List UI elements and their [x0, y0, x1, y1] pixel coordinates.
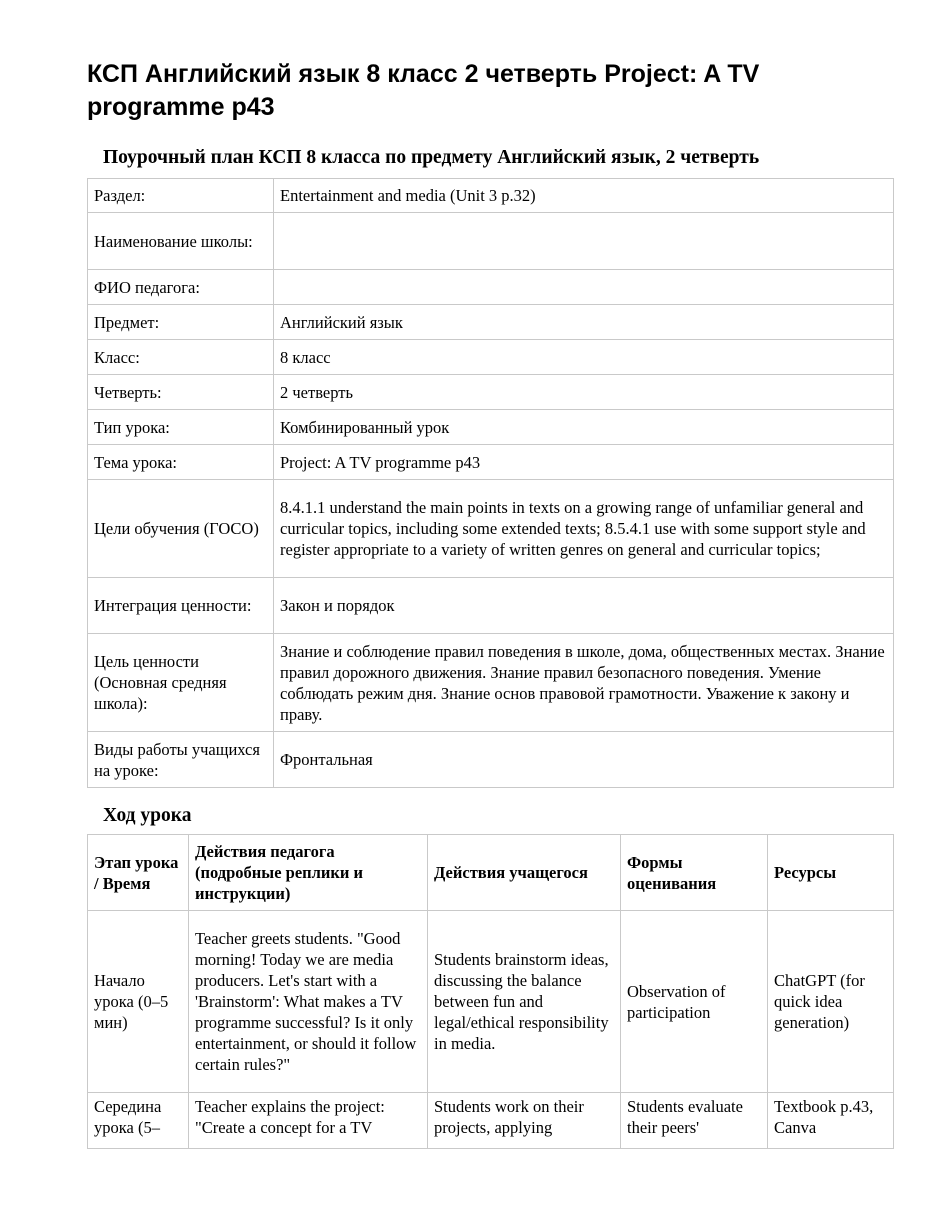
info-label: Предмет: [88, 305, 274, 340]
info-row [88, 578, 894, 634]
info-value: Project: A TV programme p43 [274, 445, 894, 480]
info-row [88, 213, 894, 270]
column-header: Действия педагога (подробные реплики и инструкции) [189, 835, 428, 911]
table-header-row [88, 835, 894, 911]
info-value: Закон и порядок [274, 578, 894, 634]
table-cell: Students brainstorm ideas, discussing the balance between fun and legal/ethical responsibility in media. [428, 911, 621, 1093]
info-value: Комбинированный урок [274, 410, 894, 445]
info-label: Цели обучения (ГОСО) [88, 480, 274, 578]
table-cell: Начало урока (0–5 мин) [88, 911, 189, 1093]
table-row [88, 1093, 894, 1149]
info-row [88, 305, 894, 340]
info-value: 2 четверть [274, 375, 894, 410]
info-value: Знание и соблюдение правил поведения в школе, дома, общественных местах. Знание правил дорожного движения. Знание правил безопасного поведения. Умение соблюдать режим дня. Знание основ правовой грамотности. Уважение к закону и праву. [274, 634, 894, 732]
info-row [88, 445, 894, 480]
column-header: Формы оценивания [621, 835, 768, 911]
table-cell: Середина урока (5– [88, 1093, 189, 1149]
column-header: Этап урока / Время [88, 835, 189, 911]
info-label: Цель ценности (Основная средняя школа): [88, 634, 274, 732]
info-label: Виды работы учащихся на уроке: [88, 732, 274, 788]
info-value: Английский язык [274, 305, 894, 340]
info-value [274, 213, 894, 270]
info-row [88, 375, 894, 410]
table-row [88, 911, 894, 1093]
table-cell: Teacher greets students. "Good morning! Today we are media producers. Let's start with a 'Brainstorm': What makes a TV programme successful? Is it only entertainment, or should it follow certain rules?" [189, 911, 428, 1093]
info-value: 8 класс [274, 340, 894, 375]
info-row [88, 634, 894, 732]
info-value: Entertainment and media (Unit 3 p.32) [274, 179, 894, 213]
document-page [87, 0, 893, 1149]
info-row [88, 179, 894, 213]
table-cell: Textbook p.43, Canva [768, 1093, 894, 1149]
info-label: ФИО педагога: [88, 270, 274, 305]
info-row [88, 340, 894, 375]
info-row [88, 270, 894, 305]
info-label: Интеграция ценности: [88, 578, 274, 634]
info-row [88, 480, 894, 578]
info-label: Тема урока: [88, 445, 274, 480]
info-label: Класс: [88, 340, 274, 375]
table-cell: Teacher explains the project: "Create a concept for a TV [189, 1093, 428, 1149]
info-value: Фронтальная [274, 732, 894, 788]
lesson-flow-title: Ход урока [103, 805, 192, 826]
table-cell: Observation of participation [621, 911, 768, 1093]
info-value: 8.4.1.1 understand the main points in texts on a growing range of unfamiliar general and curricular topics, including some extended texts; 8.5.4.1 use with some support style and register appropriate to a variety of written genres on general and curricular topics; [274, 480, 894, 578]
info-row [88, 732, 894, 788]
info-value [274, 270, 894, 305]
document-title: КСП Английский язык 8 класс 2 четверть Project: A TV programme p43 [87, 60, 760, 121]
plan-subtitle: Поурочный план КСП 8 класса по предмету Английский язык, 2 четверть [103, 147, 760, 168]
lesson-info-table [87, 178, 894, 788]
lesson-flow-table [87, 834, 894, 1149]
column-header: Действия учащегося [428, 835, 621, 911]
info-label: Раздел: [88, 179, 274, 213]
info-label: Четверть: [88, 375, 274, 410]
table-cell: ChatGPT (for quick idea generation) [768, 911, 894, 1093]
table-cell: Students evaluate their peers' [621, 1093, 768, 1149]
info-row [88, 410, 894, 445]
column-header: Ресурсы [768, 835, 894, 911]
info-label: Наименование школы: [88, 213, 274, 270]
info-label: Тип урока: [88, 410, 274, 445]
table-cell: Students work on their projects, applying [428, 1093, 621, 1149]
